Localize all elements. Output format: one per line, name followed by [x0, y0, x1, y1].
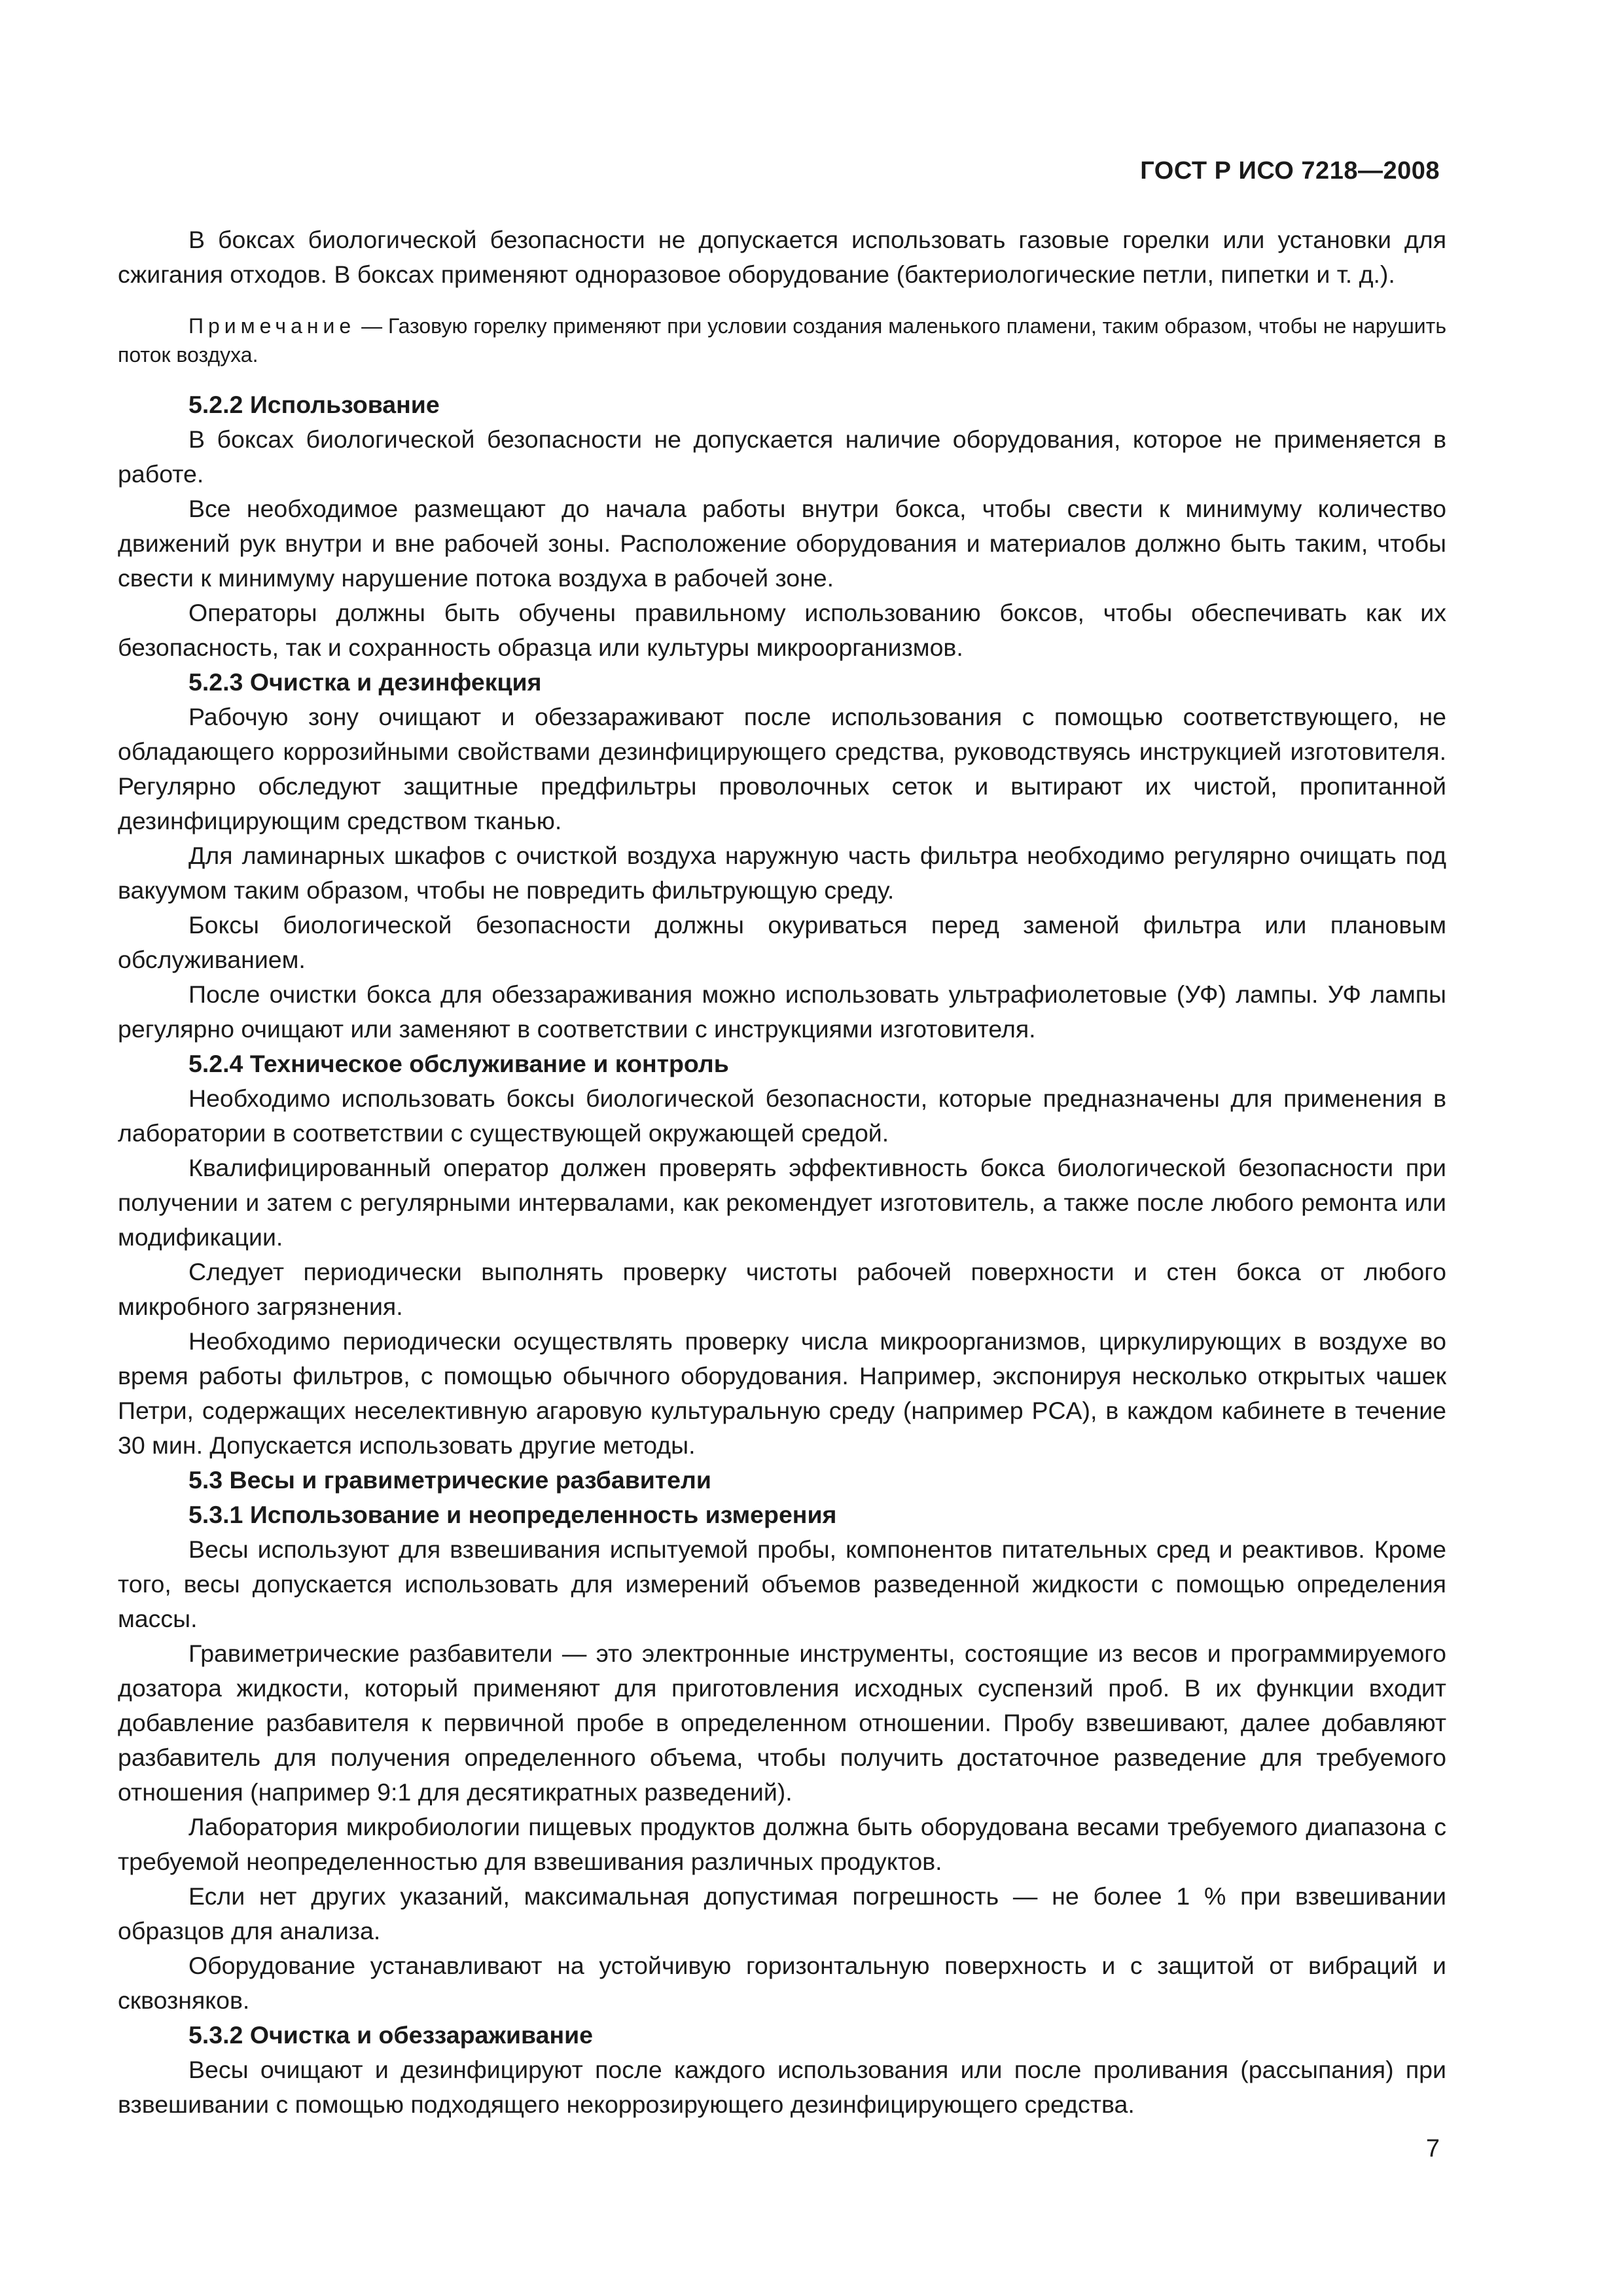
paragraph: После очистки бокса для обеззараживания можно использовать ультрафиолетовые (УФ) лампы. УФ лампы регулярно очищают или заменяют в соответствии с инструкциями изготовителя.: [118, 980, 1446, 1043]
paragraph: Весы используют для взвешивания испытуемой пробы, компонентов питательных сред и реактивов. Кроме того, весы допускается использовать для измерений объемов разведенной жидкости с помощью определения массы.: [118, 1535, 1446, 1632]
section-heading-5-3-1: 5.3.1 Использование и неопределенность измерения: [188, 1501, 837, 1528]
paragraph: Гравиметрические разбавители — это электронные инструменты, состоящие из весов и программируемого дозатора жидкости, который применяют для приготовления исходных суспензий проб. В их функции входит добавление разбавителя к первичной пробе в определенном отношении. Пробу взвешивают, далее добавляют разбавитель для получения определенного объема, чтобы получить достаточное разведение для требуемого отношения (например 9:1 для десятикратных разведений).: [118, 1640, 1446, 1806]
paragraph: Следует периодически выполнять проверку чистоты рабочей поверхности и стен бокса от любого микробного загрязнения.: [118, 1258, 1446, 1320]
paragraph: Необходимо использовать боксы биологической безопасности, которые предназначены для применения в лаборатории в соответствии с существующей окружающей средой.: [118, 1085, 1446, 1147]
paragraph: Для ламинарных шкафов с очисткой воздуха наружную часть фильтра необходимо регулярно очищать под вакуумом таким образом, чтобы не повредить фильтрующую среду.: [118, 842, 1446, 904]
note-label: Примечание: [188, 314, 356, 338]
section-heading-5-2-4: 5.2.4 Техническое обслуживание и контроль: [188, 1050, 729, 1077]
paragraph: Все необходимое размещают до начала работы внутри бокса, чтобы свести к минимуму количество движений рук внутри и вне рабочей зоны. Расположение оборудования и материалов должно быть таким, чтобы свести к минимуму нарушение потока воздуха в рабочей зоне.: [118, 495, 1446, 592]
paragraph: Весы очищают и дезинфицируют после каждого использования или после проливания (рассыпания) при взвешивании с помощью подходящего некоррозирующего дезинфицирующего средства.: [118, 2056, 1446, 2118]
note-text: — Газовую горелку применяют при условии создания маленького пламени, таким образом, чтобы не нарушить поток воздуха.: [118, 314, 1446, 367]
document-code-header: ГОСТ Р ИСО 7218—2008: [1140, 157, 1440, 185]
page-number: 7: [1425, 2135, 1440, 2162]
paragraph: Необходимо периодически осуществлять проверку числа микроорганизмов, циркулирующих в воздухе во время работы фильтров, с помощью обычного оборудования. Например, экспонируя несколько открытых чашек Петри, содержащих неселективную агаровую культуральную среду (например PCA), в каждом кабинете в течение 30 мин. Допускается использовать другие методы.: [118, 1327, 1446, 1459]
paragraph: Квалифицированный оператор должен проверять эффективность бокса биологической безопасности при получении и затем с регулярными интервалами, как рекомендует изготовитель, а также после любого ремонта или модификации.: [118, 1154, 1446, 1251]
paragraph: Боксы биологической безопасности должны окуриваться перед заменой фильтра или плановым обслуживанием.: [118, 911, 1446, 973]
paragraph: В боксах биологической безопасности не допускается наличие оборудования, которое не применяется в работе.: [118, 425, 1446, 488]
paragraph: Оборудование устанавливают на устойчивую горизонтальную поверхность и с защитой от вибраций и сквозняков.: [118, 1952, 1446, 2014]
section-heading-5-2-3: 5.2.3 Очистка и дезинфекция: [188, 668, 542, 696]
paragraph: Лаборатория микробиологии пищевых продуктов должна быть оборудована весами требуемого диапазона с требуемой неопределенностью для взвешивания различных продуктов.: [118, 1813, 1446, 1875]
paragraph: В боксах биологической безопасности не допускается использовать газовые горелки или установки для сжигания отходов. В боксах применяют одноразовое оборудование (бактериологические петли, пипетки и т. д.).: [118, 226, 1446, 288]
document-body: [118, 223, 1446, 2122]
section-heading-5-3-2: 5.3.2 Очистка и обеззараживание: [188, 2021, 593, 2049]
paragraph: Рабочую зону очищают и обеззараживают после использования с помощью соответствующего, не обладающего коррозийными свойствами дезинфицирующего средства, руководствуясь инструкцией изготовителя. Регулярно обследуют защитные предфильтры проволочных сеток и вытирают их чистой, пропитанной дезинфицирующим средством тканью.: [118, 703, 1446, 834]
paragraph: Если нет других указаний, максимальная допустимая погрешность — не более 1 % при взвешивании образцов для анализа.: [118, 1882, 1446, 1945]
section-heading-5-2-2: 5.2.2 Использование: [188, 391, 440, 418]
paragraph: Операторы должны быть обучены правильному использованию боксов, чтобы обеспечивать как их безопасность, так и сохранность образца или культуры микроорганизмов.: [118, 599, 1446, 661]
section-heading-5-3: 5.3 Весы и гравиметрические разбавители: [188, 1466, 711, 1494]
note: [118, 312, 1446, 369]
